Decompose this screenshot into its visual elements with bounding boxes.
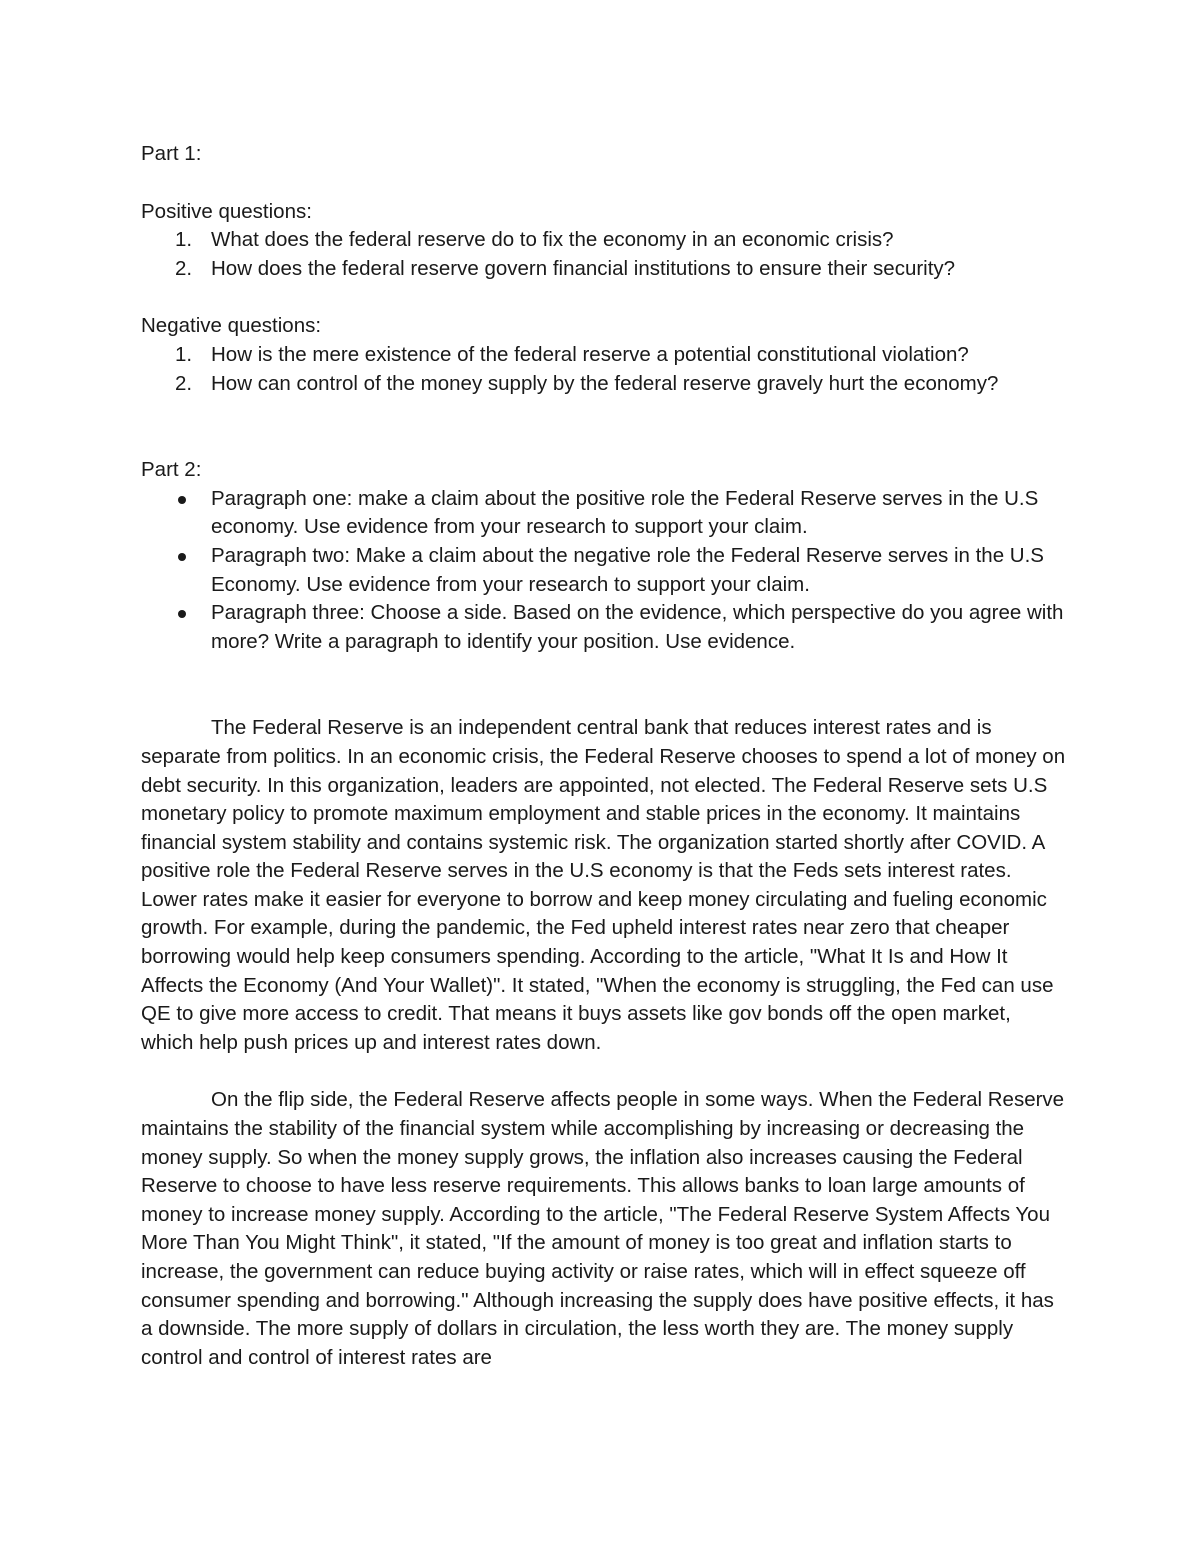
bullet-text: Paragraph two: Make a claim about the negative role the Federal Reserve serves in the U.S Economy. Use evidence from your research to support your claim. [211, 543, 1044, 596]
part1-heading: Part 1: [141, 142, 202, 165]
document-page [141, 140, 1066, 1372]
question-text: How does the federal reserve govern financial institutions to ensure their security? [211, 256, 956, 280]
list-item [141, 370, 1066, 399]
positive-questions-list [141, 226, 1066, 283]
list-number: 2. [175, 256, 193, 280]
part2-heading: Part 2: [141, 458, 202, 482]
positive-questions-heading: Positive questions: [141, 199, 312, 223]
question-text: How is the mere existence of the federal reserve a potential constitutional violation? [211, 342, 969, 366]
list-item [141, 599, 1066, 656]
list-item [141, 226, 1066, 255]
spacer [141, 1057, 1066, 1086]
bullet-icon [178, 610, 186, 618]
list-number: 1. [175, 228, 193, 252]
essay-paragraph-2: On the flip side, the Federal Reserve affects people in some ways. When the Federal Reserve maintains the stability of the financial system while accomplishing by increasing or decreasing the money supply. So when the money supply grows, the inflation also increases causing the Federal Reserve to choose to have less reserve requirements. This allows banks to loan large amounts of money to increase money supply. According to the article, "The Federal Reserve System Affects You More Than You Might Think", it stated, "If the amount of money is too great and inflation starts to increase, the government can reduce buying activity or raise rates, which will in effect squeeze off consumer spending and borrowing." Although increasing the supply does have positive effects, it has a downside. The more supply of dollars in circulation, the less worth they are. The money supply control and control of interest rates are [141, 1088, 1065, 1369]
list-item [141, 542, 1066, 599]
list-item [141, 341, 1066, 370]
spacer [141, 398, 1066, 456]
list-number: 1. [175, 342, 193, 366]
question-text: How can control of the money supply by the federal reserve gravely hurt the economy? [211, 371, 999, 395]
list-item [141, 485, 1066, 542]
part2-bullet-list [141, 485, 1066, 657]
bullet-text: Paragraph three: Choose a side. Based on the evidence, which perspective do you agree with more? Write a paragraph to identify your position. Use evidence. [211, 601, 1064, 653]
bullet-text: Paragraph one: make a claim about the positive role the Federal Reserve serves in the U.S economy. Use evidence from your research to support your claim. [211, 486, 1039, 539]
spacer [141, 283, 1066, 312]
list-number: 2. [175, 371, 193, 395]
spacer [141, 656, 1066, 714]
bullet-icon [178, 496, 186, 504]
bullet-icon [178, 553, 186, 561]
spacer [141, 169, 1066, 198]
negative-questions-heading: Negative questions: [141, 314, 322, 338]
essay-paragraph-1: The Federal Reserve is an independent central bank that reduces interest rates and is separate from politics. In an economic crisis, the Federal Reserve chooses to spend a lot of money on debt security. In this organization, leaders are appointed, not elected. The Federal Reserve sets U.S monetary policy to promote maximum employment and stable prices in the economy. It maintains financial system stability and contains systemic risk. The organization started shortly after COVID. A positive role the Federal Reserve serves in the U.S economy is that the Feds sets interest rates. Lower rates make it easier for everyone to borrow and keep money circulating and fueling economic growth. For example, during the pandemic, the Fed upheld interest rates near zero that cheaper borrowing would help keep consumers spending. According to the article, "What It Is and How It Affects the Economy (And Your Wallet)". It stated, "When the economy is struggling, the Fed can use QE to give more access to credit. That means it buys assets like gov bonds off the open market, which help push prices up and interest rates down. [141, 716, 1066, 1054]
question-text: What does the federal reserve do to fix the economy in an economic crisis? [211, 228, 894, 252]
negative-questions-list [141, 341, 1066, 398]
list-item [141, 255, 1066, 284]
